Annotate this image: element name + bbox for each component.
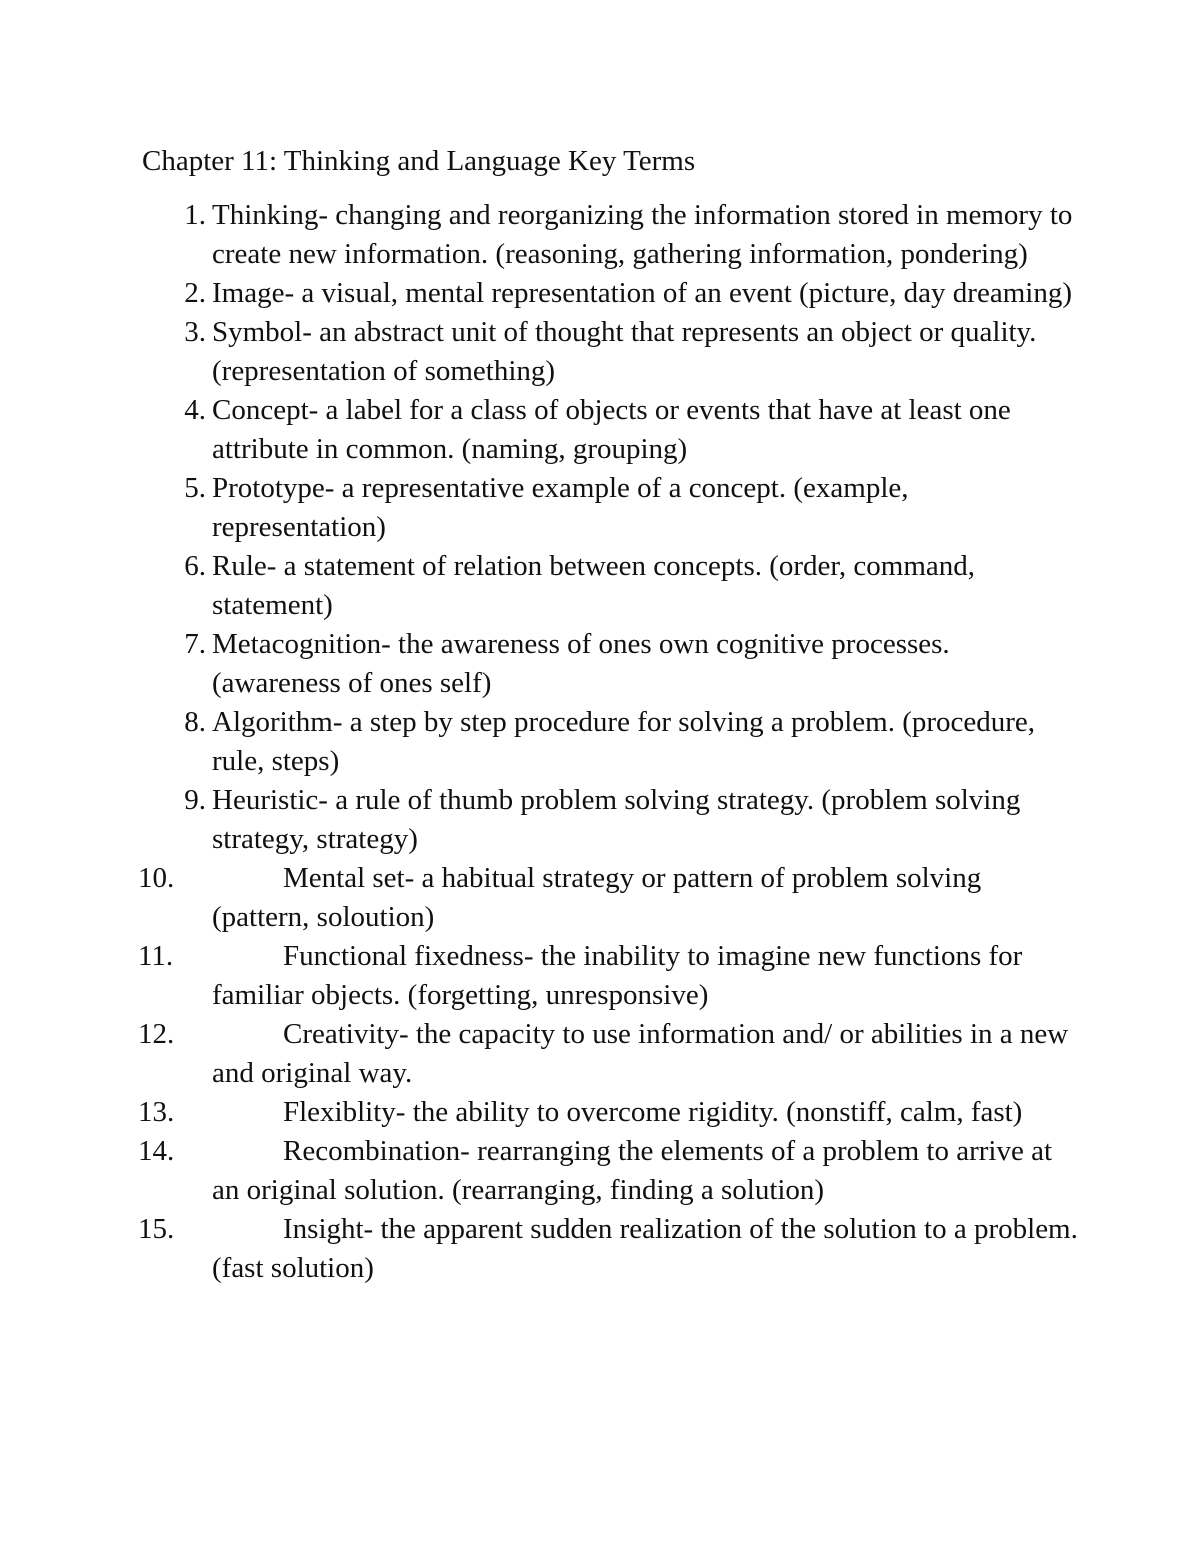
list-item-text: Heuristic- a rule of thumb problem solving strategy. (problem solving strategy, strategy) (212, 784, 1021, 855)
list-item-number: 13. (138, 1096, 175, 1128)
list-item-number: 9. (184, 784, 206, 816)
list-item (142, 781, 1082, 859)
list-item-number: 4. (184, 394, 206, 426)
list-item-number: 3. (184, 316, 206, 348)
list-item (138, 1210, 1082, 1288)
list-item-number: 14. (138, 1135, 175, 1167)
list-item-text: Algorithm- a step by step procedure for solving a problem. (procedure, rule, steps) (212, 706, 1036, 777)
list-item-text: Thinking- changing and reorganizing the information stored in memory to create new information. (reasoning, gathering information, pondering) (212, 199, 1073, 270)
list-item (138, 1015, 1082, 1093)
list-item-text: Rule- a statement of relation between concepts. (order, command, statement) (212, 550, 976, 621)
page-title: Chapter 11: Thinking and Language Key Terms (142, 145, 696, 177)
list-item (138, 1132, 1082, 1210)
list-item (142, 196, 1082, 274)
list-item-number: 7. (184, 628, 206, 660)
list-item (142, 313, 1082, 391)
list-item (142, 391, 1082, 469)
list-item-number: 12. (138, 1018, 175, 1050)
list-item-number: 11. (138, 940, 174, 972)
key-terms-list (138, 196, 1082, 1288)
list-item-text: Functional fixedness- the inability to imagine new functions for familiar objects. (forgetting, unresponsive) (212, 940, 1023, 1011)
list-item (142, 274, 1082, 313)
list-item-number: 8. (184, 706, 206, 738)
list-item (138, 1093, 1082, 1132)
list-item (142, 625, 1082, 703)
list-item-text: Recombination- rearranging the elements of a problem to arrive at an original solution. (rearranging, finding a solution) (212, 1135, 1053, 1206)
list-item-number: 1. (184, 199, 206, 231)
list-item (138, 859, 1082, 937)
list-item-number: 5. (184, 472, 206, 504)
list-item-text: Symbol- an abstract unit of thought that represents an object or quality. (representation of something) (212, 316, 1037, 387)
list-item-text: Image- a visual, mental representation of an event (picture, day dreaming) (212, 277, 1072, 309)
list-item-number: 15. (138, 1213, 175, 1245)
list-item (142, 547, 1082, 625)
list-item-number: 2. (184, 277, 206, 309)
list-item-text: Mental set- a habitual strategy or pattern of problem solving (pattern, soloution) (212, 862, 982, 933)
list-item (142, 703, 1082, 781)
list-item-number: 10. (138, 862, 175, 894)
list-item-text: Creativity- the capacity to use information and/ or abilities in a new and original way. (212, 1018, 1069, 1089)
list-item-text: Metacognition- the awareness of ones own cognitive processes. (awareness of ones self) (212, 628, 950, 699)
list-item-number: 6. (184, 550, 206, 582)
list-item (138, 937, 1082, 1015)
list-item-text: Concept- a label for a class of objects or events that have at least one attribute in common. (naming, grouping) (212, 394, 1011, 465)
list-item (142, 469, 1082, 547)
list-item-text: Insight- the apparent sudden realization of the solution to a problem. (fast solution) (212, 1213, 1078, 1284)
list-item-text: Flexiblity- the ability to overcome rigidity. (nonstiff, calm, fast) (283, 1096, 1023, 1128)
list-item-text: Prototype- a representative example of a concept. (example, representation) (212, 472, 909, 543)
